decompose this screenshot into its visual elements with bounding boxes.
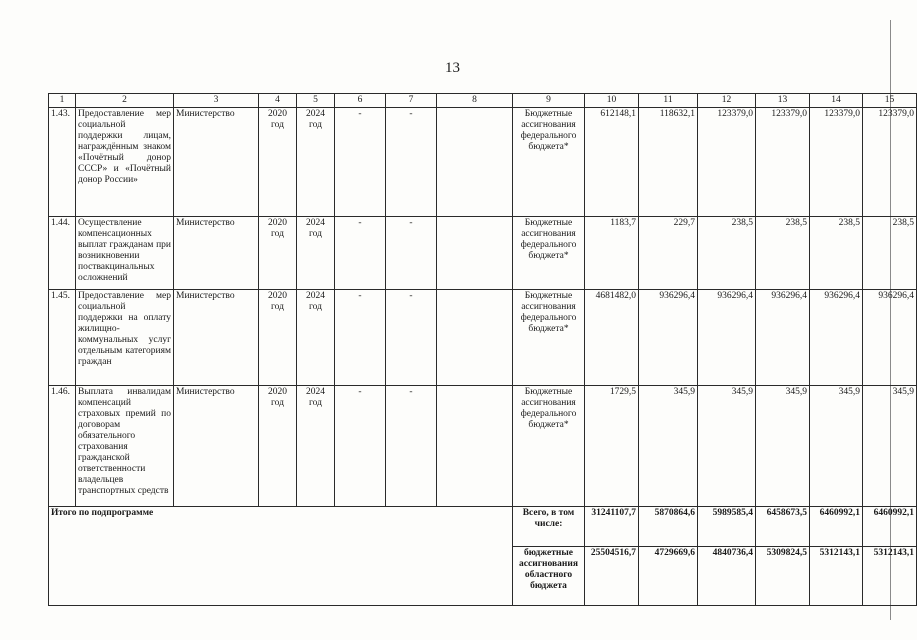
header-cell: 11 <box>639 94 698 108</box>
total-amount: 6460992,1 <box>863 507 917 547</box>
funding-source: Бюджетные ассигнования федерального бюджета* <box>513 386 585 507</box>
table-row <box>49 386 917 507</box>
amount-year: 345,9 <box>756 386 810 507</box>
regional-amount: 5309824,5 <box>756 547 810 606</box>
row-number: 1.45. <box>49 290 76 386</box>
regional-amount: 4729669,6 <box>639 547 698 606</box>
measure-name: Предоставление мер социальной поддержки на оплату жилищно-коммунальных услуг отдельным категориям граждан <box>76 290 174 386</box>
header-cell: 8 <box>437 94 513 108</box>
regional-amount: 4840736,4 <box>698 547 756 606</box>
amount-year: 238,5 <box>698 217 756 290</box>
funding-source: Бюджетные ассигнования федерального бюджета* <box>513 108 585 217</box>
row-number: 1.44. <box>49 217 76 290</box>
measure-name: Выплата инвалидам компенсаций страховых премий по договорам обязательного страхования гражданской ответственности владельцев транспортных средств <box>76 386 174 507</box>
col-6-value: - <box>335 217 386 290</box>
col-6-value: - <box>335 290 386 386</box>
amount-year: 936296,4 <box>698 290 756 386</box>
header-cell: 9 <box>513 94 585 108</box>
col-7-value: - <box>386 217 437 290</box>
executor: Министерство <box>174 290 259 386</box>
header-cell: 5 <box>297 94 335 108</box>
amount-total: 1183,7 <box>585 217 639 290</box>
header-cell: 13 <box>756 94 810 108</box>
regional-amount: 5312143,1 <box>863 547 917 606</box>
start-year: 2020 год <box>259 290 297 386</box>
end-year: 2024 год <box>297 108 335 217</box>
end-year: 2024 год <box>297 217 335 290</box>
col-7-value: - <box>386 386 437 507</box>
col-8-value <box>437 217 513 290</box>
col-7-value: - <box>386 290 437 386</box>
amount-year: 238,5 <box>756 217 810 290</box>
amount-total: 4681482,0 <box>585 290 639 386</box>
end-year: 2024 год <box>297 290 335 386</box>
col-6-value: - <box>335 108 386 217</box>
subprogram-total-label: Итого по подпрограмме <box>49 507 513 606</box>
row-number: 1.46. <box>49 386 76 507</box>
executor: Министерство <box>174 108 259 217</box>
start-year: 2020 год <box>259 108 297 217</box>
total-amount: 31241107,7 <box>585 507 639 547</box>
amount-year: 238,5 <box>863 217 917 290</box>
measure-name: Предоставление мер социальной поддержки лицам, награждённым знаком «Почётный донор СССР» и «Почётный донор России» <box>76 108 174 217</box>
amount-year: 229,7 <box>639 217 698 290</box>
table-row <box>49 217 917 290</box>
total-amount: 6460992,1 <box>810 507 863 547</box>
regional-amount: 25504516,7 <box>585 547 639 606</box>
amount-year: 345,9 <box>639 386 698 507</box>
table-row <box>49 290 917 386</box>
col-7-value: - <box>386 108 437 217</box>
header-cell: 15 <box>863 94 917 108</box>
executor: Министерство <box>174 386 259 507</box>
header-cell: 7 <box>386 94 437 108</box>
amount-year: 936296,4 <box>863 290 917 386</box>
amount-year: 936296,4 <box>756 290 810 386</box>
funding-source: Бюджетные ассигнования федерального бюджета* <box>513 290 585 386</box>
funding-source: Бюджетные ассигнования федерального бюджета* <box>513 217 585 290</box>
col-6-value: - <box>335 386 386 507</box>
amount-total: 612148,1 <box>585 108 639 217</box>
header-cell: 6 <box>335 94 386 108</box>
amount-year: 936296,4 <box>639 290 698 386</box>
amount-year: 123379,0 <box>698 108 756 217</box>
table-row <box>49 108 917 217</box>
row-number: 1.43. <box>49 108 76 217</box>
header-cell: 12 <box>698 94 756 108</box>
measure-name: Осуществление компенсационных выплат гражданам при возникновении поствакцинальных осложнений <box>76 217 174 290</box>
amount-year: 238,5 <box>810 217 863 290</box>
header-cell: 14 <box>810 94 863 108</box>
total-amount: 6458673,5 <box>756 507 810 547</box>
regional-amount: 5312143,1 <box>810 547 863 606</box>
header-row <box>49 94 917 108</box>
col-8-value <box>437 108 513 217</box>
total-all-label: Всего, в том числе: <box>513 507 585 547</box>
start-year: 2020 год <box>259 217 297 290</box>
total-amount: 5989585,4 <box>698 507 756 547</box>
end-year: 2024 год <box>297 386 335 507</box>
amount-year: 345,9 <box>698 386 756 507</box>
total-row <box>49 507 917 547</box>
amount-year: 118632,1 <box>639 108 698 217</box>
col-8-value <box>437 386 513 507</box>
amount-year: 936296,4 <box>810 290 863 386</box>
regional-budget-label: бюджетные ассигнования областного бюджета <box>513 547 585 606</box>
amount-year: 123379,0 <box>756 108 810 217</box>
total-amount: 5870864,6 <box>639 507 698 547</box>
program-table <box>48 93 917 606</box>
page-number: 13 <box>445 60 460 76</box>
amount-total: 1729,5 <box>585 386 639 507</box>
header-cell: 10 <box>585 94 639 108</box>
start-year: 2020 год <box>259 386 297 507</box>
header-cell: 1 <box>49 94 76 108</box>
header-cell: 4 <box>259 94 297 108</box>
amount-year: 345,9 <box>810 386 863 507</box>
amount-year: 123379,0 <box>863 108 917 217</box>
executor: Министерство <box>174 217 259 290</box>
header-cell: 2 <box>76 94 174 108</box>
amount-year: 345,9 <box>863 386 917 507</box>
col-8-value <box>437 290 513 386</box>
header-cell: 3 <box>174 94 259 108</box>
amount-year: 123379,0 <box>810 108 863 217</box>
